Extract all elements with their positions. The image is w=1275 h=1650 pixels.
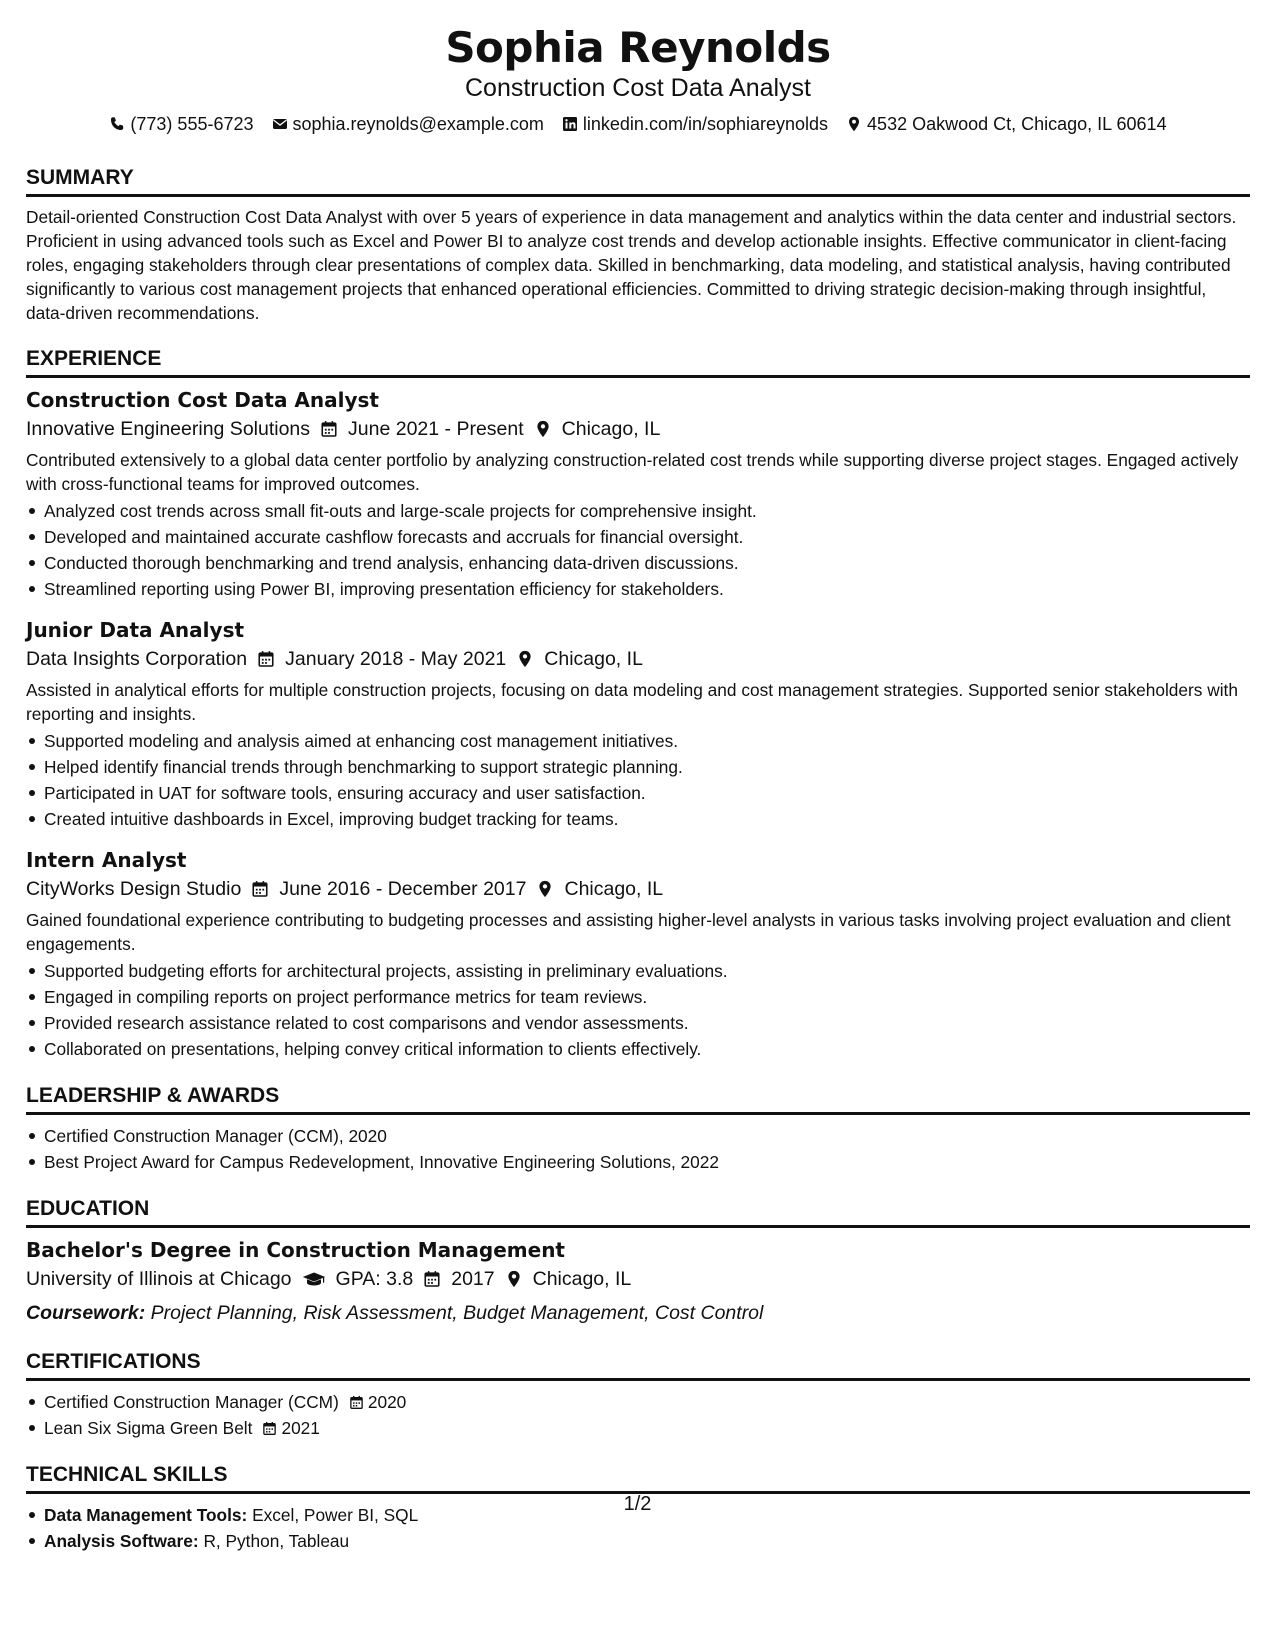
list-item: Streamlined reporting using Power BI, improving presentation efficiency for stakeholders. — [26, 576, 1250, 602]
job-title: Junior Data Analyst — [26, 618, 245, 642]
list-item: Conducted thorough benchmarking and trend analysis, enhancing data-driven discussions. — [26, 550, 1250, 576]
map-pin-icon — [534, 420, 552, 438]
job-title: Construction Cost Data Analyst — [26, 388, 379, 412]
coursework-text: Project Planning, Risk Assessment, Budget Management, Cost Control — [150, 1302, 764, 1324]
list-item: Supported modeling and analysis aimed at enhancing cost management initiatives. — [26, 728, 1250, 754]
job-location: Chicago, IL — [561, 418, 661, 440]
summary-section — [26, 164, 1250, 325]
company-name: Data Insights Corporation — [26, 648, 248, 670]
job-description: Contributed extensively to a global data center portfolio by analyzing construction-related cost trends while supporting diverse project stages. Engaged actively with cross-functional teams for improved outcomes. — [26, 450, 1239, 494]
contact-address — [846, 112, 1167, 136]
list-item: Created intuitive dashboards in Excel, improving budget tracking for teams. — [26, 806, 1250, 832]
list-item: Certified Construction Manager (CCM), 2020 — [26, 1123, 1250, 1149]
map-pin-icon — [846, 116, 862, 132]
gpa-text: GPA: 3.8 — [335, 1268, 414, 1290]
skill-label: Data Management Tools: — [44, 1505, 248, 1525]
skill-value: Excel, Power BI, SQL — [252, 1505, 419, 1525]
calendar-icon — [349, 1395, 364, 1410]
job-entry — [26, 846, 1250, 1062]
cert-year: 2021 — [281, 1418, 320, 1438]
coursework — [26, 1298, 1250, 1328]
calendar-icon — [262, 1421, 277, 1436]
skill-value: R, Python, Tableau — [203, 1531, 350, 1551]
list-item — [26, 1389, 1250, 1415]
summary-text: Detail-oriented Construction Cost Data Analyst with over 5 years of experience in data management and analytics within the data center and industrial sectors. Proficient in using advanced tools such as Excel and Power BI to analyze cost trends and develop actionable insights. Effective communicator in client-facing roles, engaging stakeholders through clear presentations of complex data. Skilled in benchmarking, data modeling, and statistical analysis, having contributed significantly to various cost management projects that enhanced operational efficiencies. Committed to driving strategic decision-making through insightful, data-driven recommendations. — [26, 207, 1237, 323]
job-bullets — [26, 958, 1250, 1062]
cert-name: Certified Construction Manager (CCM) — [44, 1392, 339, 1412]
list-item: Collaborated on presentations, helping convey critical information to clients effectively. — [26, 1036, 1250, 1062]
section-heading: LEADERSHIP & AWARDS — [26, 1082, 1250, 1115]
address-text: 4532 Oakwood Ct, Chicago, IL 60614 — [867, 114, 1167, 134]
job-description: Assisted in analytical efforts for multiple construction projects, focusing on data modeling and cost management strategies. Supported senior stakeholders with reporting and insights. — [26, 680, 1238, 724]
experience-section — [26, 345, 1250, 1062]
candidate-name: Sophia Reynolds — [445, 23, 831, 72]
section-heading: EXPERIENCE — [26, 345, 1250, 378]
list-item — [26, 1415, 1250, 1441]
map-pin-icon — [536, 880, 554, 898]
section-heading: SUMMARY — [26, 164, 1250, 197]
map-pin-icon — [516, 650, 534, 668]
calendar-icon — [320, 420, 338, 438]
job-meta — [26, 414, 1250, 444]
candidate-title: Construction Cost Data Analyst — [465, 74, 811, 102]
phone-icon — [109, 116, 125, 132]
awards-list — [26, 1123, 1250, 1175]
awards-section — [26, 1082, 1250, 1175]
cert-year: 2020 — [367, 1392, 407, 1412]
cert-name: Lean Six Sigma Green Belt — [44, 1418, 253, 1438]
contact-email[interactable] — [272, 112, 544, 136]
degree-title: Bachelor's Degree in Construction Management — [26, 1238, 565, 1262]
section-heading: TECHNICAL SKILLS — [26, 1461, 1250, 1494]
job-dates: January 2018 - May 2021 — [285, 648, 507, 670]
job-dates: June 2021 - Present — [348, 418, 524, 440]
resume-header — [26, 22, 1250, 136]
resume-content — [26, 22, 1250, 1554]
school-location: Chicago, IL — [532, 1268, 632, 1290]
job-meta — [26, 644, 1250, 674]
education-section — [26, 1195, 1250, 1328]
school-name: University of Illinois at Chicago — [26, 1268, 292, 1290]
job-description: Gained foundational experience contributing to budgeting processes and assisting higher-level analysts in various tasks involving project evaluation and client engagements. — [26, 910, 1231, 954]
job-location: Chicago, IL — [564, 878, 664, 900]
job-bullets — [26, 498, 1250, 602]
education-meta — [26, 1264, 1250, 1294]
list-item: Participated in UAT for software tools, ensuring accuracy and user satisfaction. — [26, 780, 1250, 806]
section-heading: EDUCATION — [26, 1195, 1250, 1228]
envelope-icon — [272, 116, 288, 132]
certifications-list — [26, 1389, 1250, 1441]
job-entry — [26, 386, 1250, 602]
contact-bar — [26, 112, 1250, 136]
certifications-section — [26, 1348, 1250, 1441]
list-item — [26, 1528, 1250, 1554]
contact-phone[interactable] — [109, 112, 253, 136]
list-item: Helped identify financial trends through benchmarking to support strategic planning. — [26, 754, 1250, 780]
list-item: Best Project Award for Campus Redevelopment, Innovative Engineering Solutions, 2022 — [26, 1149, 1250, 1175]
list-item: Developed and maintained accurate cashflow forecasts and accruals for financial oversight. — [26, 524, 1250, 550]
section-heading: CERTIFICATIONS — [26, 1348, 1250, 1381]
map-pin-icon — [505, 1270, 523, 1288]
list-item: Analyzed cost trends across small fit-outs and large-scale projects for comprehensive insight. — [26, 498, 1250, 524]
job-title: Intern Analyst — [26, 848, 187, 872]
job-meta — [26, 874, 1250, 904]
calendar-icon — [251, 880, 269, 898]
contact-linkedin[interactable] — [562, 112, 828, 136]
linkedin-text: linkedin.com/in/sophiareynolds — [582, 114, 829, 134]
job-location: Chicago, IL — [544, 648, 643, 670]
list-item: Supported budgeting efforts for architectural projects, assisting in preliminary evaluations. — [26, 958, 1250, 984]
company-name: CityWorks Design Studio — [26, 878, 242, 900]
job-bullets — [26, 728, 1250, 832]
job-entry — [26, 616, 1250, 832]
calendar-icon — [423, 1270, 441, 1288]
graduation-cap-icon — [302, 1270, 326, 1288]
email-text: sophia.reynolds@example.com — [292, 114, 544, 134]
page-number: 1/2 — [623, 1493, 652, 1515]
coursework-label: Coursework: — [26, 1302, 146, 1324]
skill-label: Analysis Software: — [44, 1531, 199, 1551]
graduation-year: 2017 — [451, 1268, 495, 1290]
phone-text: (773) 555-6723 — [130, 114, 254, 134]
list-item: Engaged in compiling reports on project performance metrics for team reviews. — [26, 984, 1250, 1010]
calendar-icon — [257, 650, 275, 668]
list-item: Provided research assistance related to cost comparisons and vendor assessments. — [26, 1010, 1250, 1036]
job-dates: June 2016 - December 2017 — [279, 878, 527, 900]
company-name: Innovative Engineering Solutions — [26, 418, 311, 440]
linkedin-icon — [562, 116, 578, 132]
